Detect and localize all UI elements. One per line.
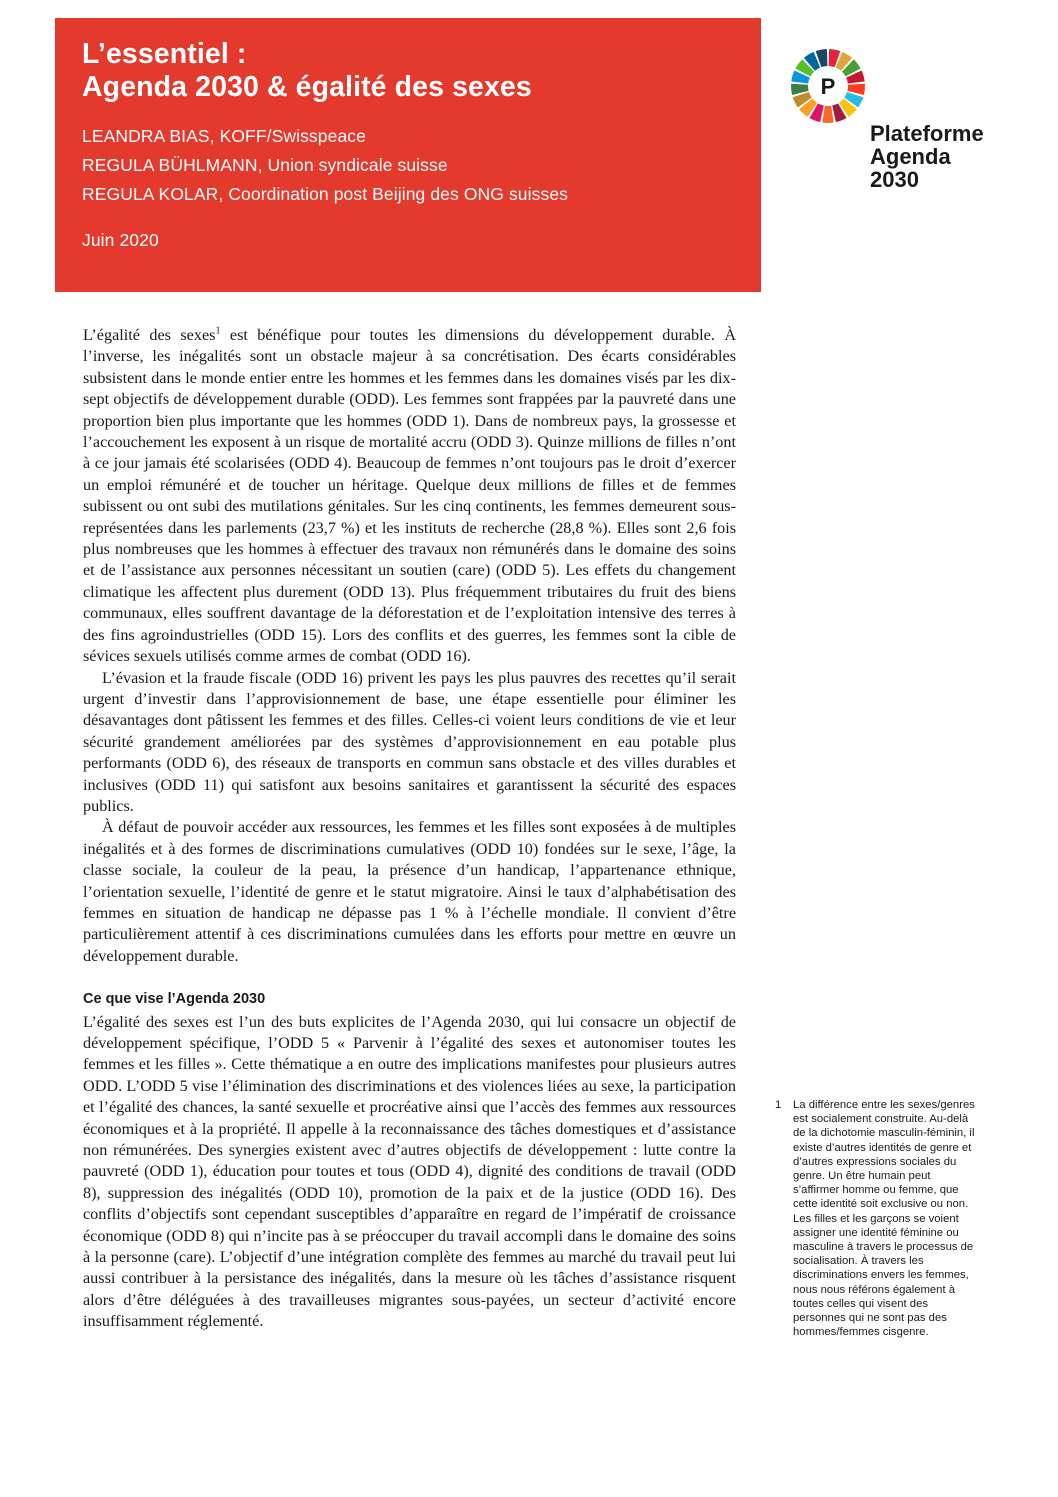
document-title bbox=[82, 38, 735, 104]
author-2: REGULA BÜHLMANN, Union syndicale suisse bbox=[82, 155, 448, 175]
footnote-ref-1: 1 bbox=[215, 325, 221, 337]
paragraph-3: À défaut de pouvoir accéder aux ressources, les femmes et les filles sont exposées à de multiples inégalités et à des formes de discriminations cumulatives (ODD 10) fondées sur le sexe, l’âge, la classe sociale, la couleur de la peau, la présence d’un handicap, l’appartenance ethnique, l’orientation sexuelle, l’identité de genre et le statut migratoire. Ainsi le taux d’alphabétisation des femmes en situation de handicap ne dépasse pas 1 % à l’échelle mondiale. Il convient d’être particulièrement attentif à ces discriminations cumulées dans les efforts pour mettre en œuvre un développement durable. bbox=[83, 818, 736, 965]
author-list bbox=[82, 122, 735, 209]
author-3: REGULA KOLAR, Coordination post Beijing des ONG suisses bbox=[82, 184, 568, 204]
paragraph-1-rest: est bénéfique pour toutes les dimensions du développement durable. À l’inverse, les inégalités sont un obstacle majeur à sa concrétisation. Des écarts considérables subsistent dans le monde entier entre les hommes et les femmes dans les domaines visés par les dix-sept objectifs de développement durable (ODD). Les femmes sont frappées par la pauvreté dans une proportion bien plus importante que les hommes (ODD 1). Dans de nombreux pays, la grossesse et l’accouchement les exposent à un risque de mortalité accru (ODD 3). Quinze millions de filles n’ont à ce jour jamais été scolarisées (ODD 4). Beaucoup de femmes n’ont toujours pas le droit d’exercer un emploi rémunéré et de toucher un héritage. Quelque deux millions de filles et de femmes subissent ou ont subi des mutilations génitales. Sur les cinq continents, les femmes demeurent sous-représentées dans les parlements (23,7 %) et les instituts de recherche (28,8 %). Elles sont 2,6 fois plus nombreuses que les hommes à effectuer des travaux non rémunérés dans le domaine des soins et de l’assistance aux personnes nécessitant un soutien (care) (ODD 5). Les effets du changement climatique les affectent plus durement (ODD 13). Plus fréquemment tributaires du fruit des biens communaux, elles souffrent davantage de la déforestation et de l’exploitation intensive des terres à des fins agroindustrielles (ODD 15). Lors des conflits et des guerres, les femmes sont la cible de sévices sexuels utilisés comme armes de combat (ODD 16). bbox=[83, 326, 737, 666]
footnote-1 bbox=[775, 1098, 975, 1339]
logo-wordmark bbox=[870, 122, 984, 191]
sdg-ring-icon bbox=[790, 48, 866, 124]
title-line-2: Agenda 2030 & égalité des sexes bbox=[82, 71, 532, 103]
paragraph-2: L’évasion et la fraude fiscale (ODD 16) privent les pays les plus pauvres des recettes qu’il serait urgent d’investir dans l’approvisionnement de base, une étape essentielle pour éliminer les désavantages dont pâtissent les femmes et des filles. Celles-ci voient leurs conditions de vie et leur sécurité grandement améliorées par des systèmes d’approvisionnement en eau potable plus performants (ODD 6), des réseaux de transports en commun sans obstacle et des villes durables et inclusives (ODD 11) qui satisfont aux besoins sanitaires et garantissent la sécurité des espaces publics. bbox=[83, 668, 736, 815]
plateforme-agenda-2030-logo bbox=[788, 42, 1018, 212]
ring-segment bbox=[822, 106, 833, 123]
paragraph-1-start: L’égalité des sexes bbox=[83, 326, 216, 344]
paragraph-1 bbox=[83, 325, 736, 668]
paragraph-4: L’égalité des sexes est l’un des buts explicites de l’Agenda 2030, qui lui consacre un objectif de développement spécifique, l’ODD 5 « Parvenir à l’égalité des sexes et autonomiser toutes les femmes et les filles ». Cette thématique a en outre des implications manifestes pour plusieurs autres ODD. L’ODD 5 vise l’élimination des discriminations et des violences liées au sexe, la participation et l’égalité des chances, la santé sexuelle et procréative ainsi que l’accès des femmes aux ressources économiques et à la propriété. Il appelle à la reconnaissance des tâches domestiques et d’assistance non rémunérées. Des synergies existent avec d’autres objectifs de développement : lutte contre la pauvreté (ODD 1), éducation pour toutes et tous (ODD 4), dignité des conditions de travail (ODD 8), suppression des inégalités (ODD 10), promotion de la paix et de la justice (ODD 16). Des conflits d’objectifs sont cependant susceptibles d’apparaître en regard de l’impératif de croissance économique (ODD 8) qui n’incite pas à se préoccuper du travail accompli dans le domaine des soins à la personne (care). L’objectif d’une intégration complète des femmes au marché du travail peut lui aussi contribuer à la persistance des inégalités, dans la mesure où les tâches d’assistance risquent alors d’être déléguées à des travailleuses migrantes sous-payées, un secteur d’activité encore insuffisamment réglementé. bbox=[83, 1012, 736, 1331]
main-text bbox=[83, 325, 736, 1333]
logo-letter: P bbox=[820, 74, 836, 99]
footnote-text: La différence entre les sexes/genres est socialement construite. Au-delà de la dichotomie masculin-féminin, il existe d’autres identités de genre et d’autres expressions sociales du genre. Un être humain peut s’affirmer homme ou femme, que cette identité soit exclusive ou non. Les filles et les garçons se voient assigner une identité féminine ou masculine à travers le processus de socialisation. À travers les discriminations envers les femmes, nous nous référons également à toutes celles qui visent des personnes qui ne sont pas des hommes/femmes cisgenre. bbox=[793, 1099, 975, 1339]
author-1: LEANDRA BIAS, KOFF/Swisspeace bbox=[82, 126, 366, 146]
logo-line-3: 2030 bbox=[870, 167, 919, 192]
title-line-1: L’essentiel : bbox=[82, 38, 247, 70]
footnote-number: 1 bbox=[775, 1099, 782, 1111]
title-banner bbox=[55, 18, 761, 292]
section-heading: Ce que vise l’Agenda 2030 bbox=[83, 991, 266, 1008]
logo-line-2: Agenda bbox=[870, 144, 951, 169]
logo-line-1: Plateforme bbox=[870, 121, 984, 146]
publication-date: Juin 2020 bbox=[82, 230, 159, 250]
